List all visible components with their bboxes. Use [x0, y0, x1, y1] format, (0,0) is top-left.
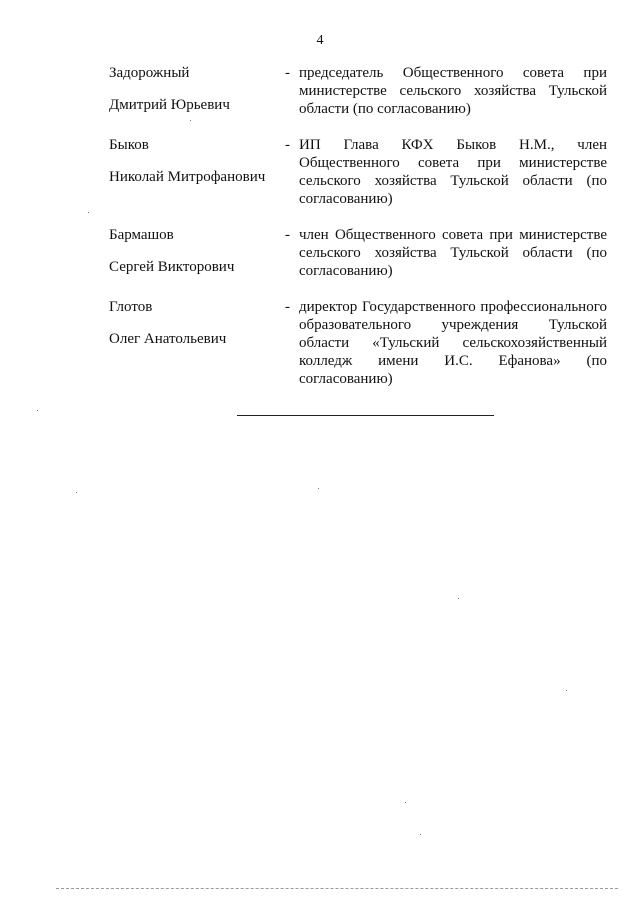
scan-speck [37, 410, 38, 411]
member-surname: Глотов [109, 299, 153, 315]
scan-speck [88, 212, 89, 213]
scan-speck [318, 488, 319, 489]
separator-dash: - [285, 227, 290, 243]
scan-bottom-edge [56, 888, 618, 889]
member-given-names: Сергей Викторович [109, 259, 235, 275]
member-name [109, 64, 285, 114]
separator-dash: - [285, 65, 290, 81]
member-entry [109, 226, 609, 280]
separator-dash: - [285, 137, 290, 153]
member-given-names: Олег Анатольевич [109, 331, 227, 347]
member-given-names: Николай Митрофанович [109, 169, 266, 185]
scan-speck [566, 690, 567, 691]
scan-speck [405, 802, 406, 803]
scan-speck [76, 492, 77, 493]
member-list [109, 64, 609, 388]
member-role: ИП Глава КФХ Быков Н.М., член Общественного совета при министерстве сельского хозяйства Тульской области (по согласованию) [299, 137, 607, 207]
scan-speck [190, 120, 191, 121]
member-name [109, 298, 285, 348]
member-role: директор Государственного профессионального образовательного учреждения Тульской области «Тульский сельскохозяйственный колледж имени И.С. Ефанова» (по согласованию) [299, 299, 607, 387]
member-surname: Бармашов [109, 227, 174, 243]
member-name [109, 136, 285, 186]
member-role: председатель Общественного совета при министерстве сельского хозяйства Тульской области (по согласованию) [299, 65, 607, 117]
member-entry [109, 64, 609, 118]
scan-speck [458, 598, 459, 599]
closing-rule [237, 415, 494, 416]
separator-dash: - [285, 299, 290, 315]
member-surname: Быков [109, 137, 149, 153]
member-name [109, 226, 285, 276]
member-given-names: Дмитрий Юрьевич [109, 97, 230, 113]
member-role: член Общественного совета при министерстве сельского хозяйства Тульской области (по согласованию) [299, 227, 607, 279]
member-surname: Задорожный [109, 65, 190, 81]
scan-speck [420, 834, 421, 835]
member-entry [109, 298, 609, 388]
member-entry [109, 136, 609, 208]
page-number: 4 [316, 33, 324, 48]
